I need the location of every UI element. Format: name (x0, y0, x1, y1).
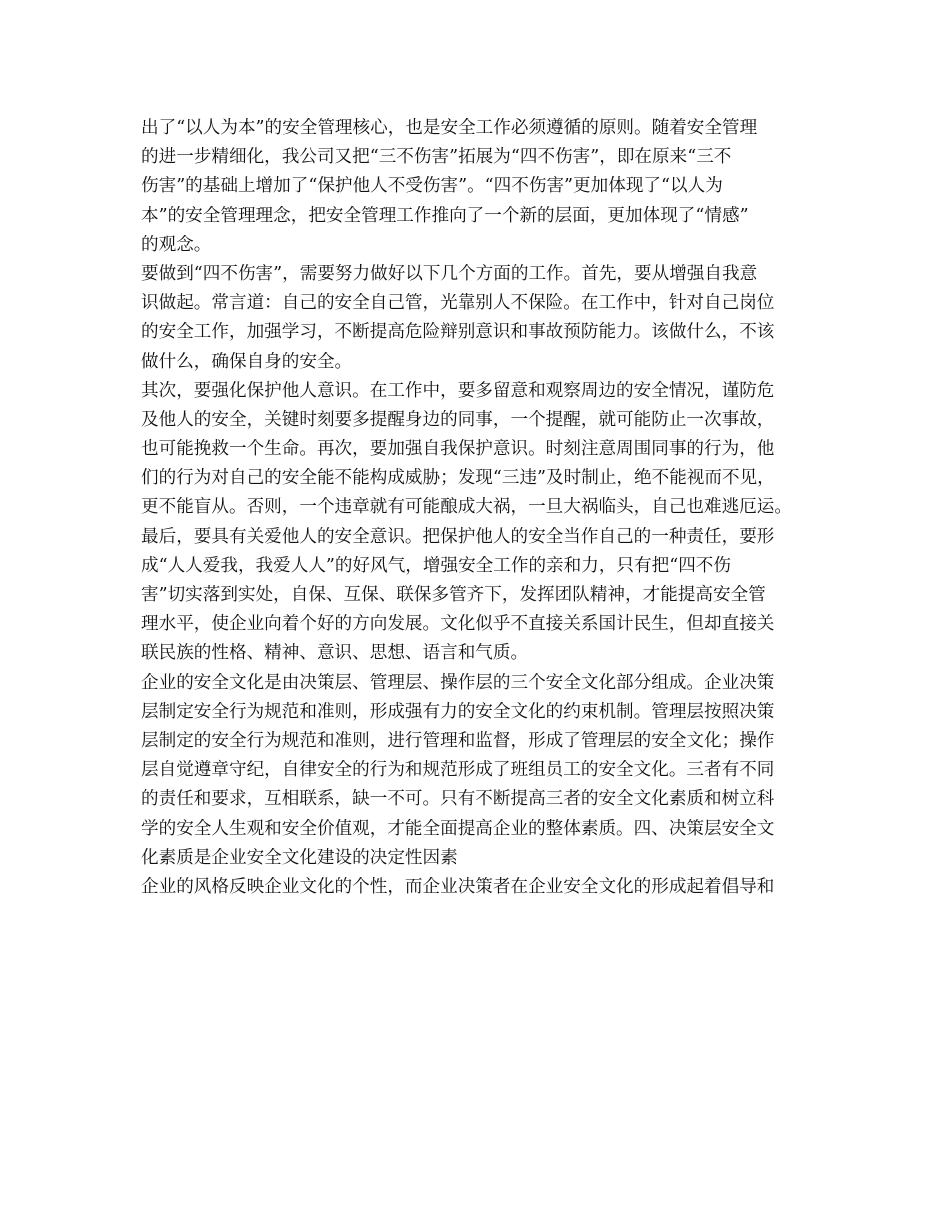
text-line: 层制定安全行为规范和准则，形成强有力的安全文化的约束机制。管理层按照决策 (141, 701, 775, 722)
text-line: 成“人人爱我，我爱人人”的好风气，增强安全工作的亲和力，只有把“四不伤 (141, 555, 731, 576)
text-line: 学的安全人生观和安全价值观，才能全面提高企业的整体素质。四、决策层安全文 (141, 818, 775, 839)
text-line: 层自觉遵章守纪，自律安全的行为和规范形成了班组员工的安全文化。三者有不同 (141, 760, 775, 781)
text-line: 也可能挽救一个生命。再次，要加强自我保护意识。时刻注意周围同事的行为，他 (141, 439, 775, 460)
text-line: 理水平，使企业向着个好的方向发展。文化似乎不直接关系国计民生，但却直接关 (141, 614, 775, 635)
text-line: 的观念。 (141, 234, 212, 255)
text-line: 害”切实落到实处，自保、互保、联保多管齐下，发挥团队精神，才能提高安全管 (141, 585, 766, 605)
text-line: 做什么，确保自身的安全。 (141, 351, 353, 372)
text-line: 们的行为对自己的安全能不能构成威胁；发现“三违”及时制止，绝不能视而不见， (141, 468, 775, 489)
text-line: 出了“以人为本”的安全管理核心，也是安全工作必须遵循的原则。随着安全管理 (141, 118, 758, 138)
text-line: 更不能盲从。否则，一个违章就有可能酿成大祸，一旦大祸临头，自己也难逃厄运。 (141, 497, 792, 518)
text-line: 化素质是企业安全文化建设的决定性因素 (141, 847, 458, 868)
text-line: 本”的安全管理理念，把安全管理工作推向了一个新的层面，更加体现了“情感” (141, 205, 749, 226)
text-line: 的安全工作，加强学习，不断提高危险辩别意识和事故预防能力。该做什么，不该 (141, 322, 775, 343)
text-line: 及他人的安全，关键时刻要多提醒身边的同事，一个提醒，就可能防止一次事故， (141, 409, 775, 430)
text-line: 企业的风格反映企业文化的个性，而企业决策者在企业安全文化的形成起着倡导和 (141, 876, 775, 897)
text-line: 最后，要具有关爱他人的安全意识。把保护他人的安全当作自己的一种责任，要形 (141, 526, 775, 547)
text-line: 要做到“四不伤害”，需要努力做好以下几个方面的工作。首先，要从增强自我意 (141, 263, 758, 284)
text-line: 伤害”的基础上增加了“保护他人不受伤害”。“四不伤害”更加体现了“以人为 (141, 176, 723, 197)
text-line: 层制定的安全行为规范和准则，进行管理和监督，形成了管理层的安全文化；操作 (141, 730, 775, 751)
text-line: 联民族的性格、精神、意识、思想、语言和气质。 (141, 643, 529, 664)
text-line: 的责任和要求，互相联系，缺一不可。只有不断提高三者的安全文化素质和树立科 (141, 789, 775, 810)
text-line: 其次，要强化保护他人意识。在工作中，要多留意和观察周边的安全情况，谨防危 (141, 380, 775, 401)
document-body (141, 114, 821, 902)
text-line: 企业的安全文化是由决策层、管理层、操作层的三个安全文化部分组成。企业决策 (141, 672, 775, 693)
text-line: 识做起。常言道：自己的安全自己管，光靠别人不保险。在工作中，针对自己岗位 (141, 293, 775, 314)
text-line: 的进一步精细化，我公司又把“三不伤害”拓展为“四不伤害”，即在原来“三不 (141, 147, 732, 168)
